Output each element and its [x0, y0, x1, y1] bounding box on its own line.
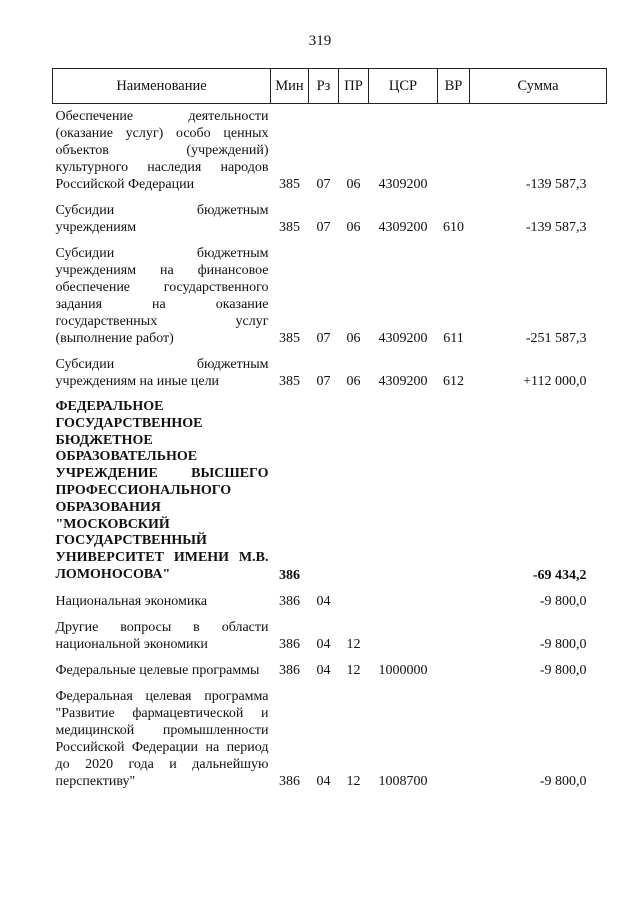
- row-csr: 4309200: [378, 331, 428, 346]
- row-sum: -139 587,3: [525, 220, 587, 235]
- table-row: [53, 658, 607, 684]
- row-name: Субсидии бюджетным учреждениям: [55, 203, 269, 235]
- row-name: Субсидии бюджетным учреждениям на иные цели: [55, 357, 269, 389]
- row-vr: 611: [443, 331, 464, 346]
- row-name: Обеспечение деятельности (оказание услуг) особо ценных объектов (учреждений) культурного наследия народов Российской Федерации: [55, 109, 269, 192]
- row-min: 386: [279, 773, 300, 789]
- row-rz: 04: [316, 662, 331, 678]
- row-min: 386: [279, 662, 300, 678]
- table-row: [53, 352, 607, 395]
- row-pr: 12: [346, 662, 361, 678]
- header-rz: Рз: [309, 69, 339, 104]
- row-csr: [369, 615, 438, 658]
- row-vr: 610: [443, 220, 464, 235]
- row-vr: [438, 684, 470, 795]
- row-sum: -139 587,3: [525, 177, 587, 192]
- row-csr: 1008700: [378, 773, 428, 789]
- row-vr: 612: [443, 374, 464, 389]
- row-vr: [438, 658, 470, 684]
- row-csr: 4309200: [378, 220, 428, 235]
- row-name: Субсидии бюджетным учреждениям на финансовое обеспечение государственного задания на оказание государственных услуг (выполнение работ): [55, 246, 269, 346]
- budget-table: [52, 68, 607, 795]
- header-vr: ВР: [438, 69, 470, 104]
- row-min: 385: [279, 374, 300, 389]
- row-name: Федеральная целевая программа "Развитие фармацевтической и медицинской промышленности Российской Федерации на период до 2020 года и дальнейшую перспективу": [55, 688, 269, 789]
- row-vr: [438, 589, 470, 615]
- row-pr: 12: [346, 636, 361, 652]
- row-pr: 06: [346, 331, 361, 346]
- header-sum: Сумма: [470, 69, 607, 104]
- table-row: [53, 615, 607, 658]
- row-pr: 06: [346, 220, 361, 235]
- row-min: 386: [279, 567, 300, 583]
- row-min: 385: [279, 177, 300, 192]
- row-pr: 06: [346, 177, 361, 192]
- table-row: [53, 104, 607, 199]
- row-name: Национальная экономика: [55, 593, 208, 609]
- row-min: 385: [279, 331, 300, 346]
- row-pr: [339, 395, 369, 589]
- row-rz: 07: [316, 177, 331, 192]
- row-sum: -69 434,2: [532, 567, 587, 583]
- table-row: [53, 684, 607, 795]
- table-row: [53, 241, 607, 352]
- row-rz: 04: [316, 773, 331, 789]
- row-rz: 07: [316, 374, 331, 389]
- row-vr: [438, 104, 470, 199]
- row-sum: -9 800,0: [539, 773, 587, 789]
- header-name: Наименование: [53, 69, 271, 104]
- row-sum: -9 800,0: [539, 662, 587, 678]
- table-row: [53, 198, 607, 241]
- row-vr: [438, 615, 470, 658]
- row-sum: -9 800,0: [539, 593, 587, 609]
- row-csr: 4309200: [378, 177, 428, 192]
- table-row-section: [53, 395, 607, 589]
- row-csr: 4309200: [378, 374, 428, 389]
- row-min: 386: [279, 636, 300, 652]
- row-sum: -251 587,3: [525, 331, 587, 346]
- row-min: 385: [279, 220, 300, 235]
- row-name: Федеральные целевые программы: [55, 662, 260, 678]
- row-min: 386: [279, 593, 300, 609]
- row-name: Другие вопросы в области национальной экономики: [55, 619, 269, 652]
- row-rz: 04: [316, 636, 331, 652]
- row-rz: 04: [316, 593, 331, 609]
- header-min: Мин: [271, 69, 309, 104]
- row-pr: 06: [346, 374, 361, 389]
- header-row: [53, 69, 607, 104]
- row-pr: 12: [346, 773, 361, 789]
- row-rz: [309, 395, 339, 589]
- row-vr: [438, 395, 470, 589]
- page-number: 319: [308, 33, 332, 49]
- header-csr: ЦСР: [369, 69, 438, 104]
- row-rz: 07: [316, 220, 331, 235]
- row-sum: -9 800,0: [539, 636, 587, 652]
- row-csr: 1000000: [378, 662, 428, 678]
- header-pr: ПР: [339, 69, 369, 104]
- row-sum: +112 000,0: [523, 374, 587, 389]
- row-pr: [339, 589, 369, 615]
- row-csr: [369, 395, 438, 589]
- row-csr: [369, 589, 438, 615]
- table-row: [53, 589, 607, 615]
- row-rz: 07: [316, 331, 331, 346]
- row-name: ФЕДЕРАЛЬНОЕ ГОСУДАРСТВЕННОЕ БЮДЖЕТНОЕ ОБРАЗОВАТЕЛЬНОЕ УЧРЕЖДЕНИЕ ВЫСШЕГО ПРОФЕССИОНАЛЬНОГО ОБРАЗОВАНИЯ "МОСКОВСКИЙ ГОСУДАРСТВЕННЫЙ УНИВЕРСИТЕТ ИМЕНИ М.В. ЛОМОНОСОВА": [55, 399, 269, 582]
